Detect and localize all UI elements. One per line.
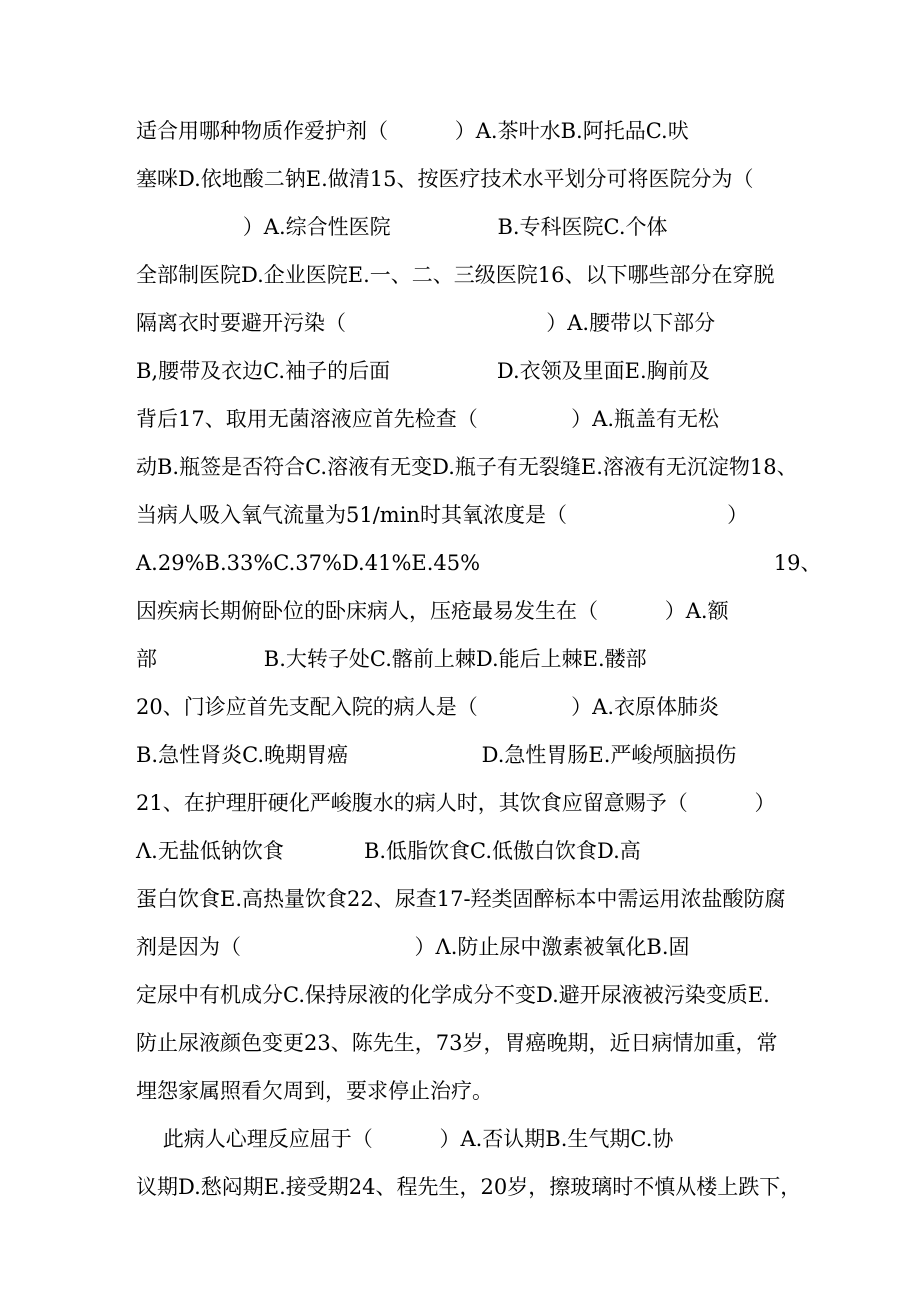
- text-line: Λ.无盐低钠饮食 B.低脂饮食C.低傲白饮食D.高: [136, 839, 641, 863]
- text-line: 定尿中有机成分C.保持尿液的化学成分不变D.避开尿液被污染变质E.: [136, 983, 770, 1007]
- text-line: 当病人吸入氧气流量为51∕min时其氧浓度是（ ）: [136, 503, 749, 527]
- text-line: 隔离衣时要避开污染（ ）A.腰带以下部分: [136, 311, 716, 335]
- text-line: 塞咪D.依地酸二钠E.做清15、按医疗技术水平划分可将医院分为（: [136, 167, 754, 191]
- text-line: 防止尿液颜色变更23、陈先生，73岁，胃癌晚期，近日病情加重，常: [136, 1031, 778, 1055]
- text-line: 全部制医院D.企业医院E.一、二、三级医院16、以下哪些部分在穿脱: [136, 263, 775, 287]
- text-line: 议期D.愁闷期E.接受期24、程先生，20岁，擦玻璃时不慎从楼上跌下，: [136, 1175, 802, 1199]
- text-line: B.急性肾炎C.晚期胃癌 D.急性胃肠E.严峻颅脑损伤: [136, 743, 737, 767]
- text-line: 适合用哪种物质作爱护剂（ ）A.茶叶水B.阿托品C.吠: [136, 119, 689, 143]
- text-line: 动B.瓶签是否符合C.溶液有无变D.瓶子有无裂缝E.溶液有无沉淀物18、: [136, 455, 798, 479]
- text-line: 因疾病长期俯卧位的卧床病人，压疮最易发生在（ ）A.额: [136, 599, 729, 623]
- text-line: A.29%B.33%C.37%D.41%E.45% 19、: [136, 551, 822, 575]
- text-line: 蛋白饮食E.高热量饮食22、尿查17-羟类固醉标本中需运用浓盐酸防腐: [136, 887, 786, 911]
- text-line: B,腰带及衣边C.袖子的后面 D.衣领及里面E.胸前及: [136, 359, 710, 383]
- text-line: 20、门诊应首先支配入院的病人是（ ）A.衣原体肺炎: [136, 695, 720, 719]
- text-line: 剂是因为（ ）Λ.防止尿中激素被氧化B.固: [136, 935, 690, 959]
- text-line: 埋怨家属照看欠周到，要求停止治疗。: [136, 1079, 493, 1103]
- text-line: 背后17、取用无菌溶液应首先检查（ ）A.瓶盖有无松: [136, 407, 720, 431]
- text-line: 21、在护理肝硬化严峻腹水的病人时，其饮食应留意赐予（ ）: [136, 791, 776, 815]
- text-line: 此病人心理反应屈于（ ）A.否认期B.生气期C.协: [136, 1127, 674, 1151]
- text-line: 部 B.大转子处C.髂前上棘D.能后上棘E.髅部: [136, 647, 647, 671]
- text-line: ）A.综合性医院 B.专科医院C.个体: [136, 215, 668, 239]
